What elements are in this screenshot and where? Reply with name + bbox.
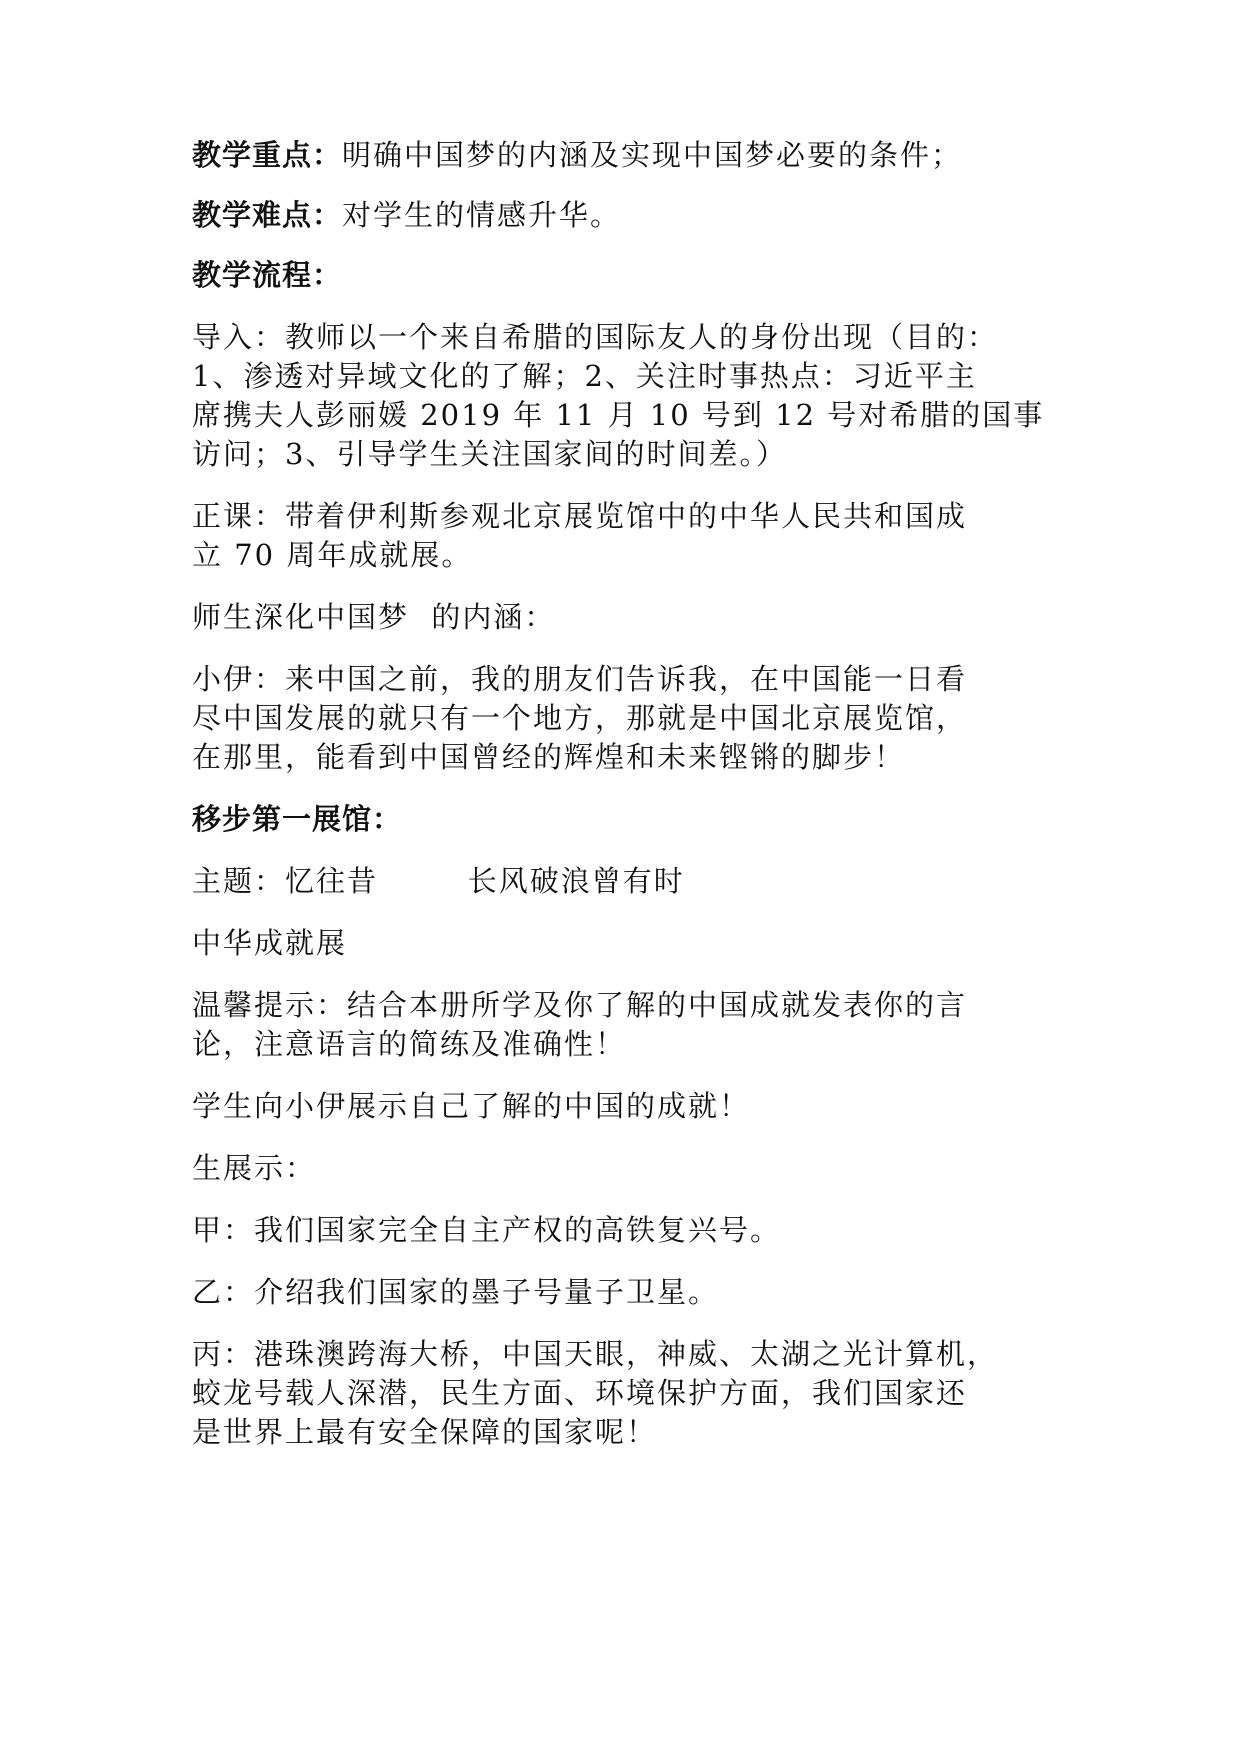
yi-line: 乙：介绍我们国家的墨子号量子卫星。 [192, 1275, 720, 1309]
exhibit-line: 中华成就展 [192, 926, 348, 960]
jia-line: 甲：我们国家完全自主产权的高铁复兴号。 [192, 1213, 782, 1247]
main-lesson-line-2: 立 70 周年成就展。 [192, 538, 473, 572]
bing-line-2: 蛟龙号载人深潜，民生方面、环境保护方面，我们国家还 [192, 1376, 968, 1410]
intro-line-3: 席携夫人彭丽媛 2019 年 11 月 10 号到 12 号对希腊的国事 [192, 398, 1045, 432]
intro-line-1: 导入：教师以一个来自希腊的国际友人的身份出现（目的： [192, 320, 999, 354]
difficulty-line [192, 196, 621, 234]
difficulty-label: 教学难点： [192, 198, 343, 232]
key-points-line [192, 136, 962, 174]
show-label-line: 生展示： [192, 1151, 317, 1185]
intro-line-2: 1、渗透对异域文化的了解；2、关注时事热点：习近平主 [192, 359, 977, 393]
key-points-label: 教学重点： [192, 138, 343, 172]
xiaoyi-line-3: 在那里，能看到中国曾经的辉煌和未来铿锵的脚步！ [192, 740, 906, 774]
xiaoyi-line-2: 尽中国发展的就只有一个地方，那就是中国北京展览馆， [192, 701, 968, 735]
key-points-text: 明确中国梦的内涵及实现中国梦必要的条件； [342, 138, 963, 172]
hall-one-heading: 移步第一展馆： [192, 802, 403, 836]
xiaoyi-line-1: 小伊：来中国之前，我的朋友们告诉我，在中国能一日看 [192, 662, 968, 696]
intro-line-4: 访问；3、引导学生关注国家间的时间差。） [192, 437, 787, 471]
tip-line-1: 温馨提示：结合本册所学及你了解的中国成就发表你的言 [192, 988, 968, 1022]
theme-line: 主题：忆往昔 长风破浪曾有时 [192, 864, 685, 898]
bing-line-1: 丙：港珠澳跨海大桥，中国天眼，神威、太湖之光计算机， [192, 1337, 999, 1371]
students-show-line: 学生向小伊展示自己了解的中国的成就！ [192, 1089, 751, 1123]
deepen-line: 师生深化中国梦 的内涵： [192, 600, 556, 634]
tip-line-2: 论，注意语言的简练及准确性！ [192, 1027, 627, 1061]
process-heading: 教学流程： [192, 258, 343, 292]
difficulty-text: 对学生的情感升华。 [342, 198, 622, 232]
bing-line-3: 是世界上最有安全保障的国家呢！ [192, 1415, 658, 1449]
main-lesson-line-1: 正课：带着伊利斯参观北京展览馆中的中华人民共和国成 [192, 499, 968, 533]
